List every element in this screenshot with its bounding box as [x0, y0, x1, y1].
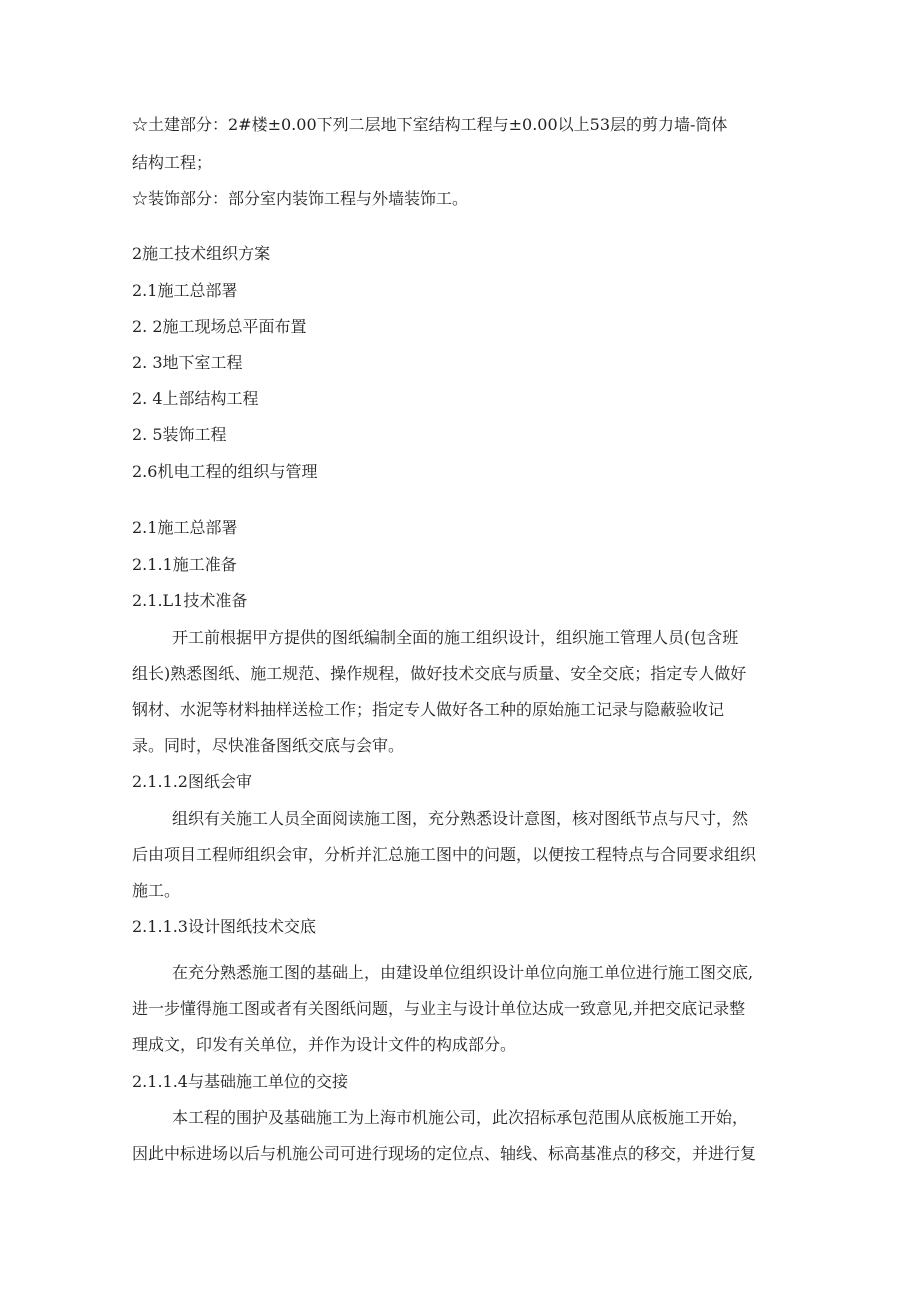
scope-decoration-line: ☆装饰部分：部分室内装饰工程与外墙装饰工。 [132, 189, 469, 208]
paragraph-line: 进一步懂得施工图或者有关图纸问题，与业主与设计单位达成一致意见,并把交底记录整 [132, 999, 746, 1018]
paragraph-line: 钢材、水泥等材料抽样送检工作；指定专人做好各工种的原始施工记录与隐蔽验收记 [132, 700, 725, 719]
subsection-heading: 2.1施工总部署 [132, 518, 238, 537]
subsection-heading: 2.1.1.3设计图纸技术交底 [132, 917, 316, 936]
paragraph-line: 因此中标进场以后与机施公司可进行现场的定位点、轴线、标高基准点的移交，并进行复 [132, 1144, 757, 1163]
toc-item: 2.6机电工程的组织与管理 [132, 462, 318, 481]
paragraph-line: 开工前根据甲方提供的图纸编制全面的施工组织设计，组织施工管理人员(包含班 [172, 628, 739, 647]
toc-item: 2. 2施工现场总平面布置 [132, 317, 307, 336]
paragraph-line: 在充分熟悉施工图的基础上，由建设单位组织设计单位向施工单位进行施工图交底, [172, 963, 754, 982]
toc-item: 2. 5装饰工程 [132, 425, 227, 444]
paragraph-line: 理成文，印发有关单位，并作为设计文件的构成部分。 [132, 1035, 517, 1054]
paragraph-line: 施工。 [132, 881, 181, 900]
paragraph-line: 本工程的围护及基础施工为上海市机施公司，此次招标承包范围从底板施工开始， [172, 1108, 749, 1127]
paragraph-line: 后由项目工程师组织会审，分析并汇总施工图中的问题，以便按工程特点与合同要求组织 [132, 845, 757, 864]
subsection-heading: 2.1.1.2图纸会审 [132, 772, 252, 791]
paragraph-line: 组长)熟悉图纸、施工规范、操作规程，做好技术交底与质量、安全交底；指定专人做好 [132, 664, 747, 683]
scope-civil-line: ☆土建部分：2#楼±0.00下列二层地下室结构工程与±0.00以上53层的剪力墙-筒体 [132, 115, 728, 134]
toc-item: 2. 3地下室工程 [132, 353, 243, 372]
toc-item: 2.1施工总部署 [132, 281, 238, 300]
toc-item: 2. 4上部结构工程 [132, 389, 259, 408]
subsection-heading: 2.1.1.4与基础施工单位的交接 [132, 1072, 348, 1091]
paragraph-line: 录。同时，尽快准备图纸交底与会审。 [132, 736, 405, 755]
subsection-heading: 2.1.L1技术准备 [132, 591, 248, 610]
section-heading: 2施工技术组织方案 [132, 244, 271, 263]
paragraph-line: 组织有关施工人员全面阅读施工图，充分熟悉设计意图，核对图纸节点与尺寸，然 [172, 809, 749, 828]
scope-civil-line-cont: 结构工程； [132, 153, 213, 172]
subsection-heading: 2.1.1施工准备 [132, 555, 237, 574]
